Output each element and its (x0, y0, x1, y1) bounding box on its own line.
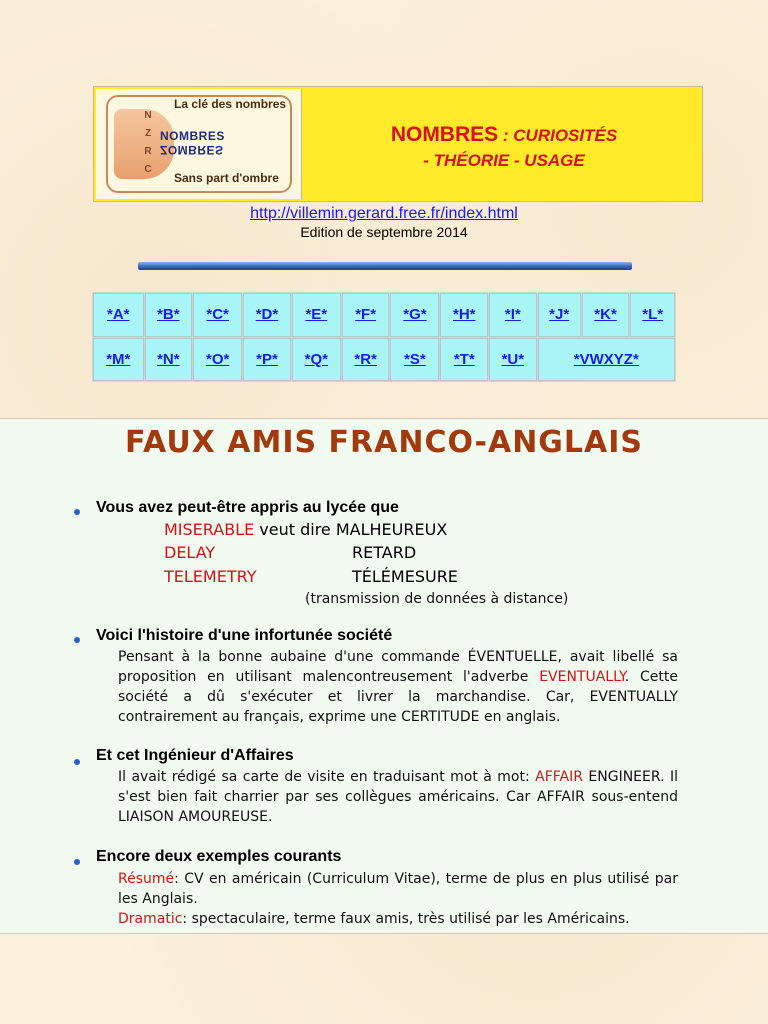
nav-cell[interactable] (292, 338, 341, 382)
nav-link-a[interactable]: *A* (107, 306, 130, 324)
section-heading-exemples: Encore deux exemples courants (96, 848, 342, 865)
nav-cell[interactable] (390, 293, 439, 337)
nav-link-r[interactable]: *R* (354, 350, 377, 368)
section-heading-ingenieur: Et cet Ingénieur d'Affaires (96, 747, 294, 764)
nav-link-e[interactable]: *E* (305, 306, 328, 324)
header-banner (93, 86, 703, 202)
nav-cell[interactable] (193, 338, 242, 382)
section-heading-lycee: Vous avez peut-être appris au lycée que (96, 499, 399, 516)
nav-cell[interactable] (93, 293, 144, 337)
nav-cell[interactable] (292, 293, 341, 337)
nav-link-s[interactable]: *S* (404, 350, 426, 368)
logo-tagline-top: La clé des nombres (174, 97, 287, 111)
nav-cell[interactable] (93, 338, 144, 382)
bullet-icon (74, 637, 80, 643)
nav-cell[interactable] (538, 293, 581, 337)
nav-cell[interactable] (440, 338, 488, 382)
content-panel (0, 418, 768, 934)
nav-link-o[interactable]: *O* (205, 350, 230, 368)
nav-link-f[interactable]: *F* (355, 306, 377, 324)
logo-word: NOMBRES (160, 129, 225, 143)
site-logo[interactable] (96, 89, 302, 199)
nav-link-d[interactable]: *D* (255, 306, 279, 324)
logo-tagline-bottom: Sans part d'ombre (174, 171, 279, 185)
nav-link-n[interactable]: *N* (157, 350, 180, 368)
nav-cell[interactable] (489, 293, 537, 337)
nav-link-l[interactable]: *L* (642, 306, 664, 324)
paragraph-societe: Pensant à la bonne aubaine d'une commande ÉVENTUELLE, avait libellé sa proposition en utilisant malencontreusement l'adverbe EVENTUALLY. Cette société a dû s'exécuter et livrer la marchandise. Car, EVENTUALLY contrairement au français, exprime une CERTITUDE en anglais. (118, 649, 679, 725)
nav-cell[interactable] (630, 293, 675, 337)
nav-link-j[interactable]: *J* (549, 306, 570, 324)
nav-cell[interactable] (440, 293, 488, 337)
nav-cell[interactable] (145, 293, 193, 337)
nav-link-q[interactable]: *Q* (304, 350, 328, 368)
nav-link-b[interactable]: *B* (157, 306, 180, 324)
nav-cell[interactable] (193, 293, 242, 337)
nav-link-p[interactable]: *P* (256, 350, 278, 368)
nav-cell[interactable] (489, 338, 537, 382)
nav-cell[interactable] (243, 293, 291, 337)
logo-letters: N Z R C (144, 110, 152, 175)
paragraph-ingenieur: Il avait rédigé sa carte de visite en traduisant mot à mot: AFFAIR ENGINEER. Il s'est bien fait charrier par ses collègues américains. Car AFFAIR sous-entend LIAISON AMOUREUSE. (118, 769, 678, 825)
page-title: FAUX AMIS FRANCO-ANGLAIS (124, 425, 644, 460)
nav-cell[interactable] (390, 338, 439, 382)
nav-link-c[interactable]: *C* (206, 306, 229, 324)
nav-cell[interactable] (538, 338, 675, 382)
section-heading-societe: Voici l'histoire d'une infortunée société (96, 627, 393, 644)
nav-cell[interactable] (145, 338, 193, 382)
nav-link-g[interactable]: *G* (403, 306, 427, 324)
bullet-icon (74, 509, 80, 515)
edition-text: Edition de septembre 2014 (300, 224, 468, 240)
word-retard: RETARD (352, 543, 417, 562)
nav-link-m[interactable]: *M* (106, 350, 131, 368)
nav-link-vwxyz[interactable]: *VWXYZ* (573, 350, 639, 368)
example-resume: Résumé: CV en américain (Curriculum Vitae), terme de plus en plus utilisé par les Anglais. (118, 871, 678, 907)
nav-cell[interactable] (582, 293, 630, 337)
alphabet-nav (92, 292, 676, 382)
word-pair-miserable: MISERABLE veut dire MALHEUREUX (164, 520, 448, 539)
bullet-icon (74, 759, 80, 765)
nav-cell[interactable] (342, 338, 390, 382)
word-telemesure: TÉLÉMESURE (352, 567, 458, 586)
banner-title: NOMBRES : CURIOSITÉS - THÉORIE - USAGE (390, 123, 618, 170)
nav-link-h[interactable]: *H* (453, 306, 476, 324)
telemetry-note: (transmission de données à distance) (305, 591, 569, 607)
nav-link-t[interactable]: *T* (453, 350, 475, 368)
bullet-icon (74, 859, 80, 865)
logo-word-mirror: ZOMBRES (160, 143, 224, 157)
word-telemetry: TELEMETRY (164, 567, 257, 586)
divider-bar (138, 262, 632, 270)
site-url-link[interactable]: http://villemin.gerard.free.fr/index.html (250, 205, 518, 222)
nav-link-i[interactable]: *I* (504, 306, 521, 324)
example-dramatic: Dramatic: spectaculaire, terme faux amis, très utilisé par les Américains. (118, 911, 630, 927)
nav-link-k[interactable]: *K* (594, 306, 617, 324)
nav-cell[interactable] (342, 293, 390, 337)
nav-link-u[interactable]: *U* (501, 350, 525, 368)
nav-cell[interactable] (243, 338, 291, 382)
word-delay: DELAY (164, 543, 216, 562)
